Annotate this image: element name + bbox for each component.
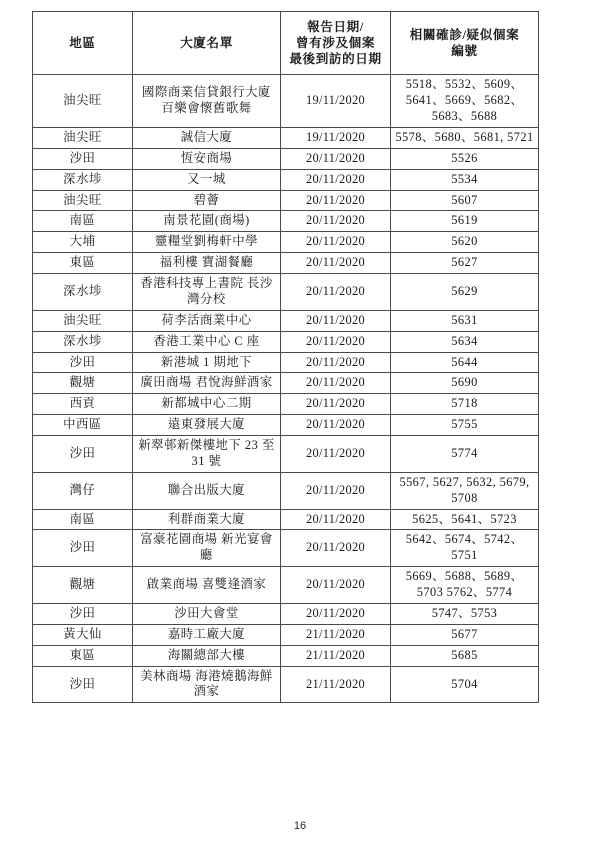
- cell-date: 20/11/2020: [281, 415, 391, 436]
- cell-district: 沙田: [33, 436, 133, 473]
- cell-date: 20/11/2020: [281, 211, 391, 232]
- cell-building: 美林商場 海港燒鵝海鮮酒家: [133, 666, 281, 703]
- header-line: 地區: [69, 36, 96, 51]
- cell-cases: 5669、5688、5689、5703 5762、5774: [391, 567, 539, 604]
- table-row: [33, 530, 539, 567]
- table-row: [33, 274, 539, 311]
- header-line: 曾有涉及個案: [295, 36, 376, 51]
- cell-cases: 5625、5641、5723: [391, 509, 539, 530]
- cell-building: 又一城: [133, 169, 281, 190]
- cell-cases: 5755: [391, 415, 539, 436]
- cell-district: 油尖旺: [33, 75, 133, 128]
- cell-cases: 5634: [391, 331, 539, 352]
- cell-date: 20/11/2020: [281, 373, 391, 394]
- cell-cases: 5534: [391, 169, 539, 190]
- cell-cases: 5644: [391, 352, 539, 373]
- cell-cases: 5619: [391, 211, 539, 232]
- cell-cases: 5690: [391, 373, 539, 394]
- cell-building: 海關總部大樓: [133, 645, 281, 666]
- cell-date: 21/11/2020: [281, 624, 391, 645]
- cell-building: 富豪花園商場 新光宴會廳: [133, 530, 281, 567]
- table-row: [33, 666, 539, 703]
- cell-date: 20/11/2020: [281, 567, 391, 604]
- table-row: [33, 373, 539, 394]
- cell-district: 大埔: [33, 232, 133, 253]
- cell-cases: 5642、5674、5742、5751: [391, 530, 539, 567]
- cell-date: 19/11/2020: [281, 75, 391, 128]
- cell-district: 沙田: [33, 666, 133, 703]
- cell-district: 東區: [33, 645, 133, 666]
- table-row: [33, 645, 539, 666]
- cell-date: 20/11/2020: [281, 190, 391, 211]
- cell-cases: 5704: [391, 666, 539, 703]
- cell-date: 21/11/2020: [281, 666, 391, 703]
- cell-date: 20/11/2020: [281, 352, 391, 373]
- cell-building: 荷李活商業中心: [133, 310, 281, 331]
- cell-building: 南景花園(商場): [133, 211, 281, 232]
- cell-cases: 5607: [391, 190, 539, 211]
- cell-cases: 5747、5753: [391, 603, 539, 624]
- cell-cases: 5631: [391, 310, 539, 331]
- cell-building: 利群商業大廈: [133, 509, 281, 530]
- table-row: [33, 603, 539, 624]
- cell-cases: 5578、5680、5681, 5721: [391, 127, 539, 148]
- cell-date: 20/11/2020: [281, 310, 391, 331]
- cell-building: 遠東發展大廈: [133, 415, 281, 436]
- table-header: [33, 12, 539, 75]
- table-row: [33, 169, 539, 190]
- column-header-district: [33, 12, 133, 75]
- cell-district: 南區: [33, 509, 133, 530]
- column-header-cases: [391, 12, 539, 75]
- table-row: [33, 394, 539, 415]
- column-header-date: [281, 12, 391, 75]
- cell-cases: 5518、5532、5609、5641、5669、5682、5683、5688: [391, 75, 539, 128]
- cell-district: 沙田: [33, 148, 133, 169]
- cell-building: 廣田商場 君悅海鮮酒家: [133, 373, 281, 394]
- cell-building: 新都城中心二期: [133, 394, 281, 415]
- cell-cases: 5567, 5627, 5632, 5679, 5708: [391, 472, 539, 509]
- cell-district: 南區: [33, 211, 133, 232]
- header-line: 編號: [451, 44, 478, 59]
- cell-date: 21/11/2020: [281, 645, 391, 666]
- header-line: 大廈名單: [180, 36, 233, 51]
- cell-date: 20/11/2020: [281, 472, 391, 509]
- cell-date: 20/11/2020: [281, 394, 391, 415]
- cell-date: 20/11/2020: [281, 331, 391, 352]
- cell-building: 福利樓 寶湖餐廳: [133, 253, 281, 274]
- table-row: [33, 75, 539, 128]
- cell-building: 聯合出版大廈: [133, 472, 281, 509]
- header-line: 最後到訪的日期: [289, 52, 382, 67]
- table-row: [33, 190, 539, 211]
- table-row: [33, 415, 539, 436]
- table-body: [33, 75, 539, 703]
- cell-district: 中西區: [33, 415, 133, 436]
- cell-building: 新港城 1 期地下: [133, 352, 281, 373]
- cell-building: 恆安商場: [133, 148, 281, 169]
- cell-district: 沙田: [33, 352, 133, 373]
- cell-district: 深水埗: [33, 169, 133, 190]
- cell-cases: 5685: [391, 645, 539, 666]
- header-line: 相關確診/疑似個案: [409, 28, 520, 43]
- cell-building: 嘉時工廠大廈: [133, 624, 281, 645]
- table-row: [33, 567, 539, 604]
- table-row: [33, 211, 539, 232]
- table-row: [33, 148, 539, 169]
- cell-district: 黃大仙: [33, 624, 133, 645]
- table-row: [33, 127, 539, 148]
- table-row: [33, 509, 539, 530]
- cell-building: 碧薈: [133, 190, 281, 211]
- cell-building: 香港工業中心 C 座: [133, 331, 281, 352]
- page-number: 16: [293, 820, 307, 832]
- cell-district: 油尖旺: [33, 127, 133, 148]
- table-row: [33, 472, 539, 509]
- cell-district: 灣仔: [33, 472, 133, 509]
- cell-cases: 5718: [391, 394, 539, 415]
- cell-district: 油尖旺: [33, 190, 133, 211]
- cell-date: 19/11/2020: [281, 127, 391, 148]
- cell-cases: 5677: [391, 624, 539, 645]
- cell-date: 20/11/2020: [281, 530, 391, 567]
- cell-cases: 5620: [391, 232, 539, 253]
- cell-cases: 5627: [391, 253, 539, 274]
- cell-date: 20/11/2020: [281, 436, 391, 473]
- cell-cases: 5526: [391, 148, 539, 169]
- header-line: 報告日期/: [307, 20, 364, 34]
- column-header-building: [133, 12, 281, 75]
- cell-building: 新翠邨新傑樓地下 23 至 31 號: [133, 436, 281, 473]
- cell-date: 20/11/2020: [281, 509, 391, 530]
- cell-building: 香港科技專上書院 長沙灣分校: [133, 274, 281, 311]
- cell-district: 觀塘: [33, 373, 133, 394]
- cell-building: 沙田大會堂: [133, 603, 281, 624]
- cell-building: 國際商業信貸銀行大廈 百樂會懷舊歌舞: [133, 75, 281, 128]
- table-row: [33, 331, 539, 352]
- cell-cases: 5629: [391, 274, 539, 311]
- table-row: [33, 232, 539, 253]
- cell-date: 20/11/2020: [281, 232, 391, 253]
- table-row: [33, 253, 539, 274]
- cell-date: 20/11/2020: [281, 169, 391, 190]
- cell-district: 沙田: [33, 603, 133, 624]
- cell-building: 啟業商場 喜雙逢酒家: [133, 567, 281, 604]
- table-row: [33, 352, 539, 373]
- cell-date: 20/11/2020: [281, 148, 391, 169]
- cell-district: 西貢: [33, 394, 133, 415]
- table-row: [33, 436, 539, 473]
- cell-building: 靈糧堂劉梅軒中學: [133, 232, 281, 253]
- cell-date: 20/11/2020: [281, 274, 391, 311]
- building-list-table-wrapper: [32, 11, 538, 703]
- cell-date: 20/11/2020: [281, 253, 391, 274]
- cell-date: 20/11/2020: [281, 603, 391, 624]
- table-row: [33, 624, 539, 645]
- cell-building: 誠信大廈: [133, 127, 281, 148]
- cell-district: 深水埗: [33, 274, 133, 311]
- cell-district: 沙田: [33, 530, 133, 567]
- cell-cases: 5774: [391, 436, 539, 473]
- cell-district: 深水埗: [33, 331, 133, 352]
- cell-district: 東區: [33, 253, 133, 274]
- cell-district: 油尖旺: [33, 310, 133, 331]
- building-list-table: [32, 11, 539, 703]
- table-header-row: [33, 12, 539, 75]
- cell-district: 觀塘: [33, 567, 133, 604]
- table-row: [33, 310, 539, 331]
